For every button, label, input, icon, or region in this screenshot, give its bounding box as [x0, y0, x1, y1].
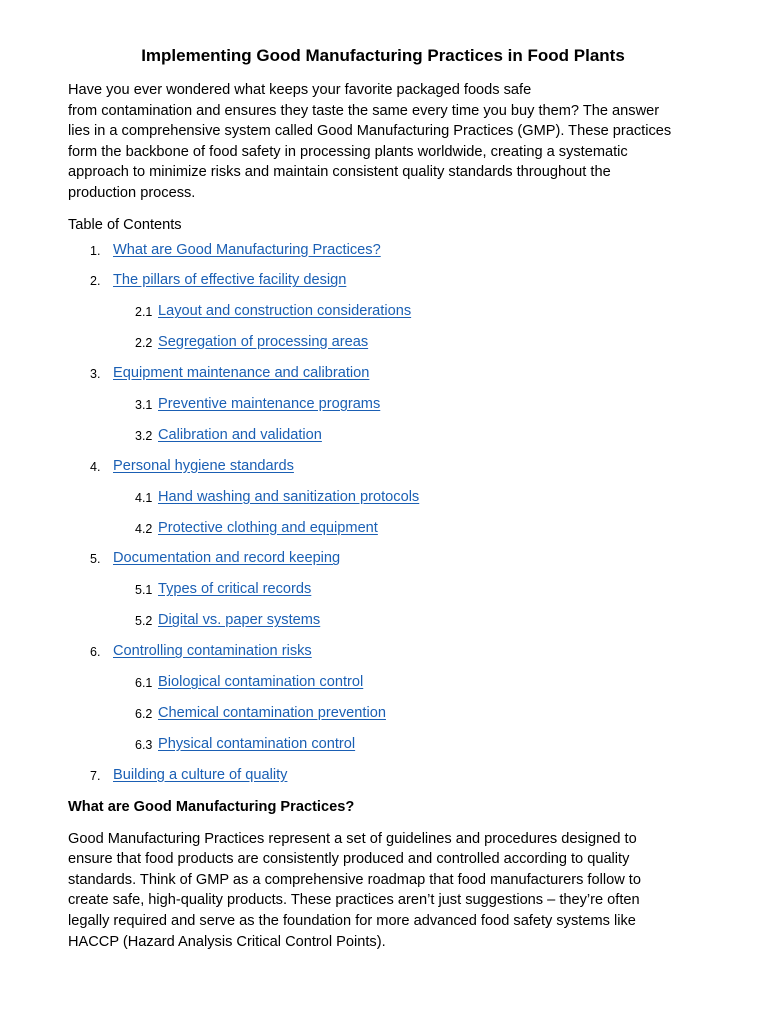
toc-link[interactable]: Equipment maintenance and calibration	[113, 365, 370, 382]
toc-link[interactable]: Preventive maintenance programs	[158, 396, 381, 413]
toc-item	[68, 482, 698, 513]
toc-item-number: 5.2	[135, 614, 153, 629]
toc-item	[68, 389, 698, 420]
toc-link[interactable]: Chemical contamination prevention	[158, 704, 386, 721]
document-page	[68, 44, 698, 952]
intro-line: production process.	[68, 184, 196, 201]
toc-item	[68, 543, 698, 574]
toc-link[interactable]: Physical contamination control	[158, 735, 356, 752]
toc-item	[68, 698, 698, 729]
toc-link[interactable]: Building a culture of quality	[113, 766, 288, 783]
toc-item-number: 4.1	[135, 490, 153, 505]
toc-item	[68, 451, 698, 482]
toc-link[interactable]: Biological contamination control	[158, 674, 364, 691]
toc-item-number: 5.1	[135, 583, 153, 598]
intro-line: lies in a comprehensive system called Good Manufacturing Practices (GMP). These practices	[68, 123, 672, 140]
toc-item-number: 3.	[90, 367, 101, 382]
toc-item-number: 2.1	[135, 305, 153, 320]
toc-item	[68, 636, 698, 667]
toc-link[interactable]: Hand washing and sanitization protocols	[158, 488, 420, 505]
intro-line: from contamination and ensures they taste the same every time you buy them? The answer	[68, 102, 660, 119]
toc-item-number: 3.1	[135, 398, 153, 413]
toc-link[interactable]: Segregation of processing areas	[158, 334, 369, 351]
toc-link[interactable]: Types of critical records	[158, 581, 312, 598]
toc-item-number: 4.	[90, 459, 101, 474]
toc-item-number: 5.	[90, 552, 101, 567]
document-title: Implementing Good Manufacturing Practices in Food Plants	[141, 46, 625, 65]
toc-item	[68, 513, 698, 544]
toc-item-number: 6.1	[135, 676, 153, 691]
toc-item-number: 1.	[90, 243, 101, 258]
toc-item	[68, 667, 698, 698]
toc-item-number: 6.	[90, 645, 101, 660]
intro-paragraph	[68, 80, 698, 204]
toc-item-number: 6.2	[135, 706, 153, 721]
intro-line: approach to minimize risks and maintain consistent quality standards throughout the	[68, 164, 611, 181]
toc-item	[68, 420, 698, 451]
toc-item	[68, 296, 698, 327]
paragraph-line: standards. Think of GMP as a comprehensive roadmap that food manufacturers follow to	[68, 871, 641, 888]
paragraph-line: ensure that food products are consistently produced and controlled according to quality	[68, 851, 630, 868]
toc-link[interactable]: Personal hygiene standards	[113, 457, 294, 474]
toc-item-number: 3.2	[135, 428, 153, 443]
toc-link[interactable]: Protective clothing and equipment	[158, 519, 378, 536]
toc-link[interactable]: Documentation and record keeping	[113, 550, 341, 567]
toc-item	[68, 265, 698, 296]
intro-line: form the backbone of food safety in processing plants worldwide, creating a systematic	[68, 143, 628, 160]
toc-item-number: 6.3	[135, 737, 153, 752]
toc-heading: Table of Contents	[68, 216, 182, 233]
toc-link[interactable]: Controlling contamination risks	[113, 643, 312, 660]
toc-item-number: 2.2	[135, 336, 153, 351]
paragraph-line: create safe, high-quality products. These practices aren’t just suggestions – they’re often	[68, 892, 640, 909]
paragraph-line: Good Manufacturing Practices represent a set of guidelines and procedures designed to	[68, 830, 637, 847]
paragraph-line: HACCP (Hazard Analysis Critical Control Points).	[68, 933, 386, 950]
paragraph-line: legally required and serve as the foundation for more advanced food safety systems like	[68, 912, 636, 929]
toc-item-number: 7.	[90, 768, 101, 783]
toc-item-number: 2.	[90, 274, 101, 289]
table-of-contents	[68, 235, 698, 791]
intro-line: Have you ever wondered what keeps your favorite packaged foods safe	[68, 82, 532, 98]
toc-item	[68, 327, 698, 358]
toc-item	[68, 358, 698, 389]
toc-item	[68, 235, 698, 266]
toc-link[interactable]: Calibration and validation	[158, 426, 322, 443]
section-paragraph	[68, 829, 698, 953]
toc-item	[68, 729, 698, 760]
toc-link[interactable]: Digital vs. paper systems	[158, 612, 321, 629]
toc-link[interactable]: Layout and construction considerations	[158, 303, 412, 320]
toc-item	[68, 760, 698, 791]
toc-item	[68, 605, 698, 636]
section-heading: What are Good Manufacturing Practices?	[68, 798, 355, 815]
toc-item	[68, 574, 698, 605]
toc-item-number: 4.2	[135, 521, 153, 536]
toc-link[interactable]: What are Good Manufacturing Practices?	[113, 241, 381, 258]
toc-link[interactable]: The pillars of effective facility design	[113, 272, 347, 289]
